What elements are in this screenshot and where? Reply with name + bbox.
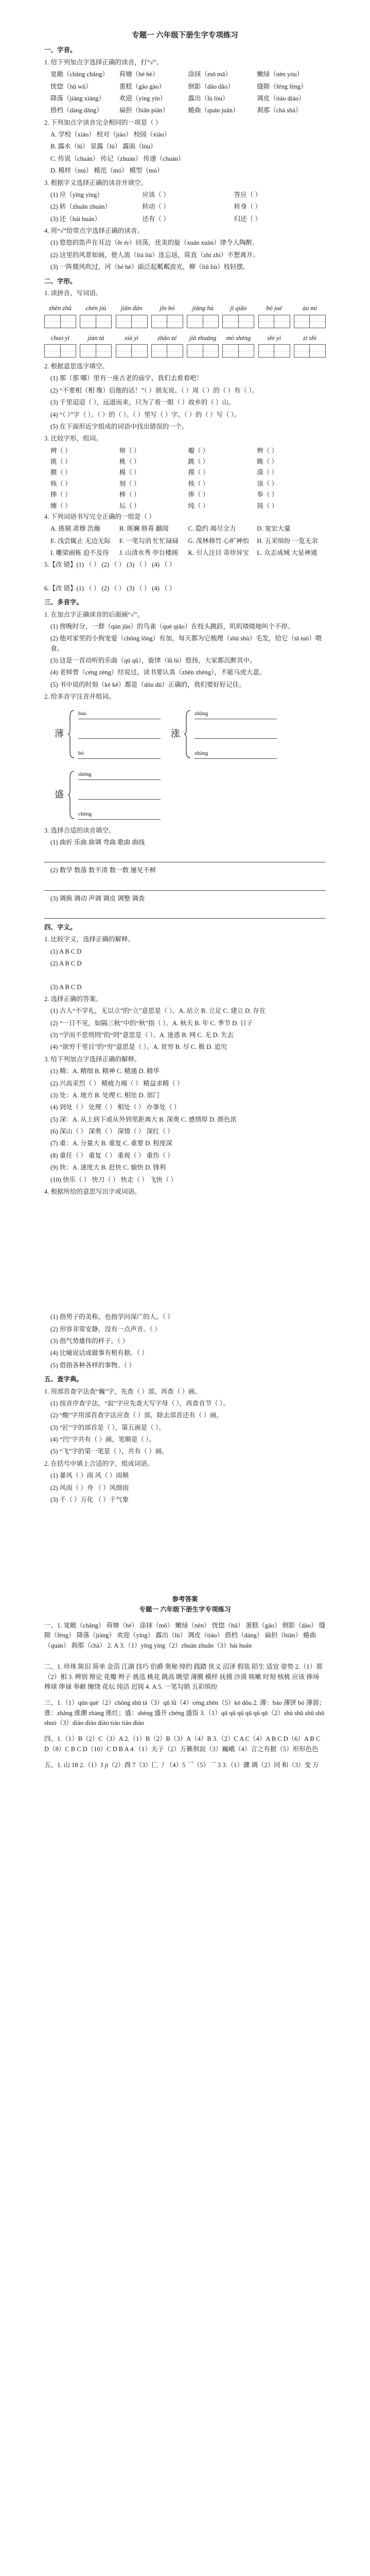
question-line: (2) 风雨（ ）舟 （ ）风细雨 (50, 1484, 129, 1492)
question-line: (2) “不要相（相 像）信他的话！”（ ）朋友说。（ ）周（ ）的（ ）有（ ）。 (50, 386, 258, 394)
question-line: (3) 指气势雄伟的样子。（ ） (50, 1337, 129, 1345)
pinyin-label: zī shì (303, 334, 316, 342)
answer-line[interactable]: bó (78, 749, 161, 759)
choice-row (44, 94, 326, 104)
writing-box-row (44, 315, 326, 328)
pinyin-label: bó jué (266, 304, 283, 312)
choice-item: D. 宽宏大量 (257, 525, 291, 533)
writing-box[interactable] (44, 315, 76, 328)
question-text: 3. 比较字形，组词。 (44, 435, 102, 443)
question-text: 2. 下列加点字读音完全相同的一项是（ ） (44, 118, 162, 126)
question-text: 1. 读拼音，写词语。 (44, 289, 102, 297)
question-line: (1) A B C D (50, 947, 82, 955)
word-form-item: 模（ ） (119, 469, 140, 477)
word-form-item: 俸（ ） (188, 491, 209, 499)
pinyin-label: mò shēng (226, 334, 251, 342)
pinyin-label: zhēn zhū (49, 304, 72, 312)
question-line: (4) 比喻说话或做事有根有据。（ ） (50, 1349, 148, 1357)
word-form-item: 坛（ ） (119, 502, 140, 510)
option-line: D. 模样（mú） 模范（mó） 模型（mó） (50, 167, 164, 175)
question-line: (2) 这里的风景如画，使人流（liú liù）连忘返，简直（zhí zhì）不想离开。 (50, 251, 259, 259)
question-line: (2) 形容非常安静，没有一点声音。（ ） (50, 1325, 161, 1333)
word-form-row (44, 446, 326, 456)
option-line: B. 露水（lù） 显露（lù） 露面（lòu） (50, 143, 157, 150)
question-line: (1) 曲折 乐曲 曲调 弯曲 歌曲 曲线 (50, 838, 145, 846)
question-line: (1) 精：A. 精细 B. 精神 C. 精通 D. 精华 (50, 1067, 160, 1075)
question-line: (8) 重任（ ） 重复（ ） 重视（ ） 重伤（ ） (50, 1151, 174, 1159)
answer-paragraph: 五、1. 山 18 2.（1）J jì（2）酉 7（3）匚 丿（4）5 乛（5）乛 3 3.（1）骤 调（2）同 和（3）变 万 (44, 1761, 319, 1769)
fill-item: 转动（ ） (142, 203, 170, 211)
writing-box[interactable] (258, 315, 290, 328)
question-line: (2) 数学 数落 数不清 数一数 屡见不鲜 (50, 867, 156, 874)
question-line: (5) 深：A. 从上到下或从外到里距离大 B. 深奥 C. 感情厚 D. 颜色浓 (50, 1115, 237, 1123)
choice-item: 搭档（dàng dǎng） (50, 107, 103, 114)
choice-row (44, 70, 326, 79)
fill-item: (1) 应（yīng yìng） (50, 191, 103, 198)
writing-box[interactable] (294, 344, 326, 358)
choice-item: 调皮（tiáo diào） (257, 94, 305, 102)
choice-item: 宽敞（chǎng chǎng） (50, 71, 109, 78)
choice-row (44, 82, 326, 92)
choice-item: K. 引人注目 奇珍异宝 (188, 549, 249, 557)
word-form-item: 捧（ ） (50, 491, 72, 499)
question-line: (5) 书中说的时刻（kè kē）都是（dōu dū）正确的，我们要好好记住。 (50, 681, 245, 688)
choice-item: 荷塘（hé hè） (119, 71, 159, 78)
word-form-item: 眺（ ） (257, 458, 278, 466)
choice-item: 恍惚（hū wǔ） (50, 82, 92, 90)
question-line: (3) 千（ ）万化 （ ）千气象 (50, 1496, 129, 1503)
question-text: 4. 下列词语书写完全正确的一组是（ ） (44, 513, 155, 520)
answer-line[interactable]: chéng (78, 810, 161, 820)
section-heading-5: 五、查字典。 (44, 1376, 83, 1383)
word-form-item: 膜（ ） (50, 469, 72, 477)
pinyin-label: jiàn tà (87, 334, 104, 342)
fill-item: 答应（ ） (234, 191, 261, 198)
choice-item: 降落（jiàng xiáng） (50, 94, 105, 102)
polyphone-char: 涨 (171, 728, 180, 739)
question-text: 1. 比较字义，选择正确的解释。 (44, 936, 135, 943)
question-line: (1) 那（那 哪）里有一座古老的庙宇，我们去看看吧！ (50, 375, 203, 382)
question-line: (3) “学而不思则罔”的“罔”意思是（ ）。A. 迷惑 B. 网 C. 无 D. 失去 (50, 1031, 234, 1039)
question-line: (5) “飞”字的第一笔是（ ），共有（ ）画。 (50, 1448, 168, 1455)
question-line: (5) 借指各种各样的事物。（ ） (50, 1361, 135, 1369)
brace-group (44, 704, 326, 765)
choice-item: 涂抹（mǒ mā） (188, 71, 232, 78)
pinyin-label: jī qiǎo (230, 304, 247, 312)
question-text: 2. 给多音字注音并组词。 (44, 693, 115, 701)
question-line: (4) 到处（ ） 处理（ ） 相处（ ） 办事处（ ） (50, 1104, 181, 1111)
pinyin-label: jiǎ zhuāng (189, 334, 217, 342)
question-line: (1) 悠悠的笛声在耳边（ěr ér）回荡，优美的旋（xuán xuàn）律令人陶醉。 (50, 239, 259, 247)
question-line: (3) 调换 调动 声调 调皮 调整 调查 (50, 894, 145, 902)
choice-row (44, 106, 326, 115)
choice-item: H. 五采缤纷 一览无余 (257, 537, 318, 545)
answer-line[interactable] (44, 879, 326, 891)
question-line: (1) 指男子的美称，也指学问深广的人。（ ） (50, 1313, 174, 1321)
answer-line[interactable] (44, 851, 326, 862)
word-form-item: 摸（ ） (188, 469, 209, 477)
pinyin-row (44, 303, 326, 313)
word-form-item: 漠（ ） (257, 469, 278, 477)
pinyin-label: chén jiù (85, 304, 107, 312)
question-text: 2. 在括号中填上合适的字，组成词语。 (44, 1460, 154, 1467)
answer-line[interactable]: zhǎng (195, 709, 277, 719)
question-text: 4. 根据所给的意思写出字或词语。 (44, 1188, 141, 1195)
writing-box[interactable] (151, 315, 183, 328)
answer-line[interactable] (78, 790, 161, 800)
question-line: (10) 快乐（ ） 快刀（ ） 快走（ ） 飞快（ ） (50, 1176, 177, 1183)
word-form-item: 辫（ ） (257, 447, 278, 454)
word-form-item: 辨（ ） (50, 447, 72, 454)
question-line: (1) 古人“不学礼，无以立”的“立”意思是（ ）。A. 站立 B. 立足 C. 建立 D. 存在 (50, 1007, 266, 1015)
word-form-item: 跳（ ） (188, 458, 209, 466)
question-text: 1. 给下列加点字选择正确的读音，打“√”。 (44, 58, 163, 66)
answer-paragraph: 二、1. 珍珠 陈旧 简单 金箔 江湖 技巧 伯爵 奥秘 绰约 践踏 侠义 沼泽 假装 陌生 适宜 姿势 2.（1）那（2）相 3. 辨别 辩论 花瓣 辫子 挑选 桃花 跳高 眺望 薄膜 模样 抚摸 沙漠 咳嗽 时刻 核桃 应该 捧场 棒球 俸禄 奉献 缠绕 花坛 纯洁 迟钝 4. A 5. 一笔勾销 五彩缤纷 (44, 1663, 323, 1690)
choice-item: 欢迎（yíng yín） (119, 94, 167, 102)
question-text: 3. 选择合适的读音填空。 (44, 826, 115, 834)
question-text: 6.【改 错】(1) （ ） (2) （ ） (3) （ ） (4) （ ） (44, 584, 176, 592)
question-line: (3) 千里迢迢（ ），远道而来，只为了看一眼（ ）故乡的（ ）山。 (50, 399, 235, 406)
writing-box[interactable] (116, 315, 148, 328)
pinyin-row (44, 333, 326, 343)
question-line: (2) 他对家里的小狗宠爱（chǒng lǒng）有加，每天都为它梳理（shū shù）毛发，给它（tā tuō）喂食。 (50, 635, 322, 652)
section-heading-2: 二、字形。 (44, 277, 77, 285)
question-line: (3) 这是一首动听的乐曲（qū qǔ），旋律（lǜ lù）悠扬，大家都沉醉其中。 (50, 657, 256, 665)
answer-line[interactable] (78, 729, 161, 739)
choice-row (44, 548, 326, 558)
answer-line[interactable] (195, 729, 277, 739)
option-line: C. 传说（chuán） 传记（zhuàn） 传递（chuán） (50, 155, 185, 162)
section-heading-1: 一、字音。 (44, 46, 77, 54)
choice-row (44, 536, 326, 546)
word-form-item: 棒（ ） (119, 491, 140, 499)
choice-item: 嫩绿（nèn yòu） (257, 71, 304, 78)
pinyin-label: jīn bó (160, 304, 175, 312)
question-line: (6) 深山（ ） 深奥（ ） 深情（ ） 深红（ ） (50, 1128, 174, 1136)
fill-item: 归还（ ） (234, 215, 261, 223)
polyphone-brace (55, 770, 326, 820)
choice-item: 露出（lù lòu） (188, 94, 229, 102)
word-form-item: 核（ ） (188, 480, 209, 487)
question-line: (2) A B C D (50, 960, 82, 968)
choice-item: 倒影（dào dǎo） (188, 82, 234, 90)
question-line: (4) “凹”字共有（ ）画，笔顺是（ ）。 (50, 1436, 155, 1444)
question-line: (4) “欲穷千里目”的“穷”意思是（ ）。A. 贫穷 B. 尽 C. 极 D. 追究 (50, 1043, 227, 1051)
question-text: 4. 用“√”给带点字选择正确的读音。 (44, 227, 144, 235)
brace-icon (184, 709, 191, 759)
question-line: (4) 老师曾（céng zēng）经说过，读书要认真（zhēn zhēng），不能马虎大意。 (50, 669, 266, 676)
word-form-item: 纯（ ） (188, 502, 209, 510)
writing-box[interactable] (222, 344, 254, 358)
section-heading-3: 三、多音字。 (44, 599, 83, 606)
choice-item: L. 众志成城 大显神通 (257, 549, 318, 557)
writing-box[interactable] (294, 315, 326, 328)
page-title: 专题一 六年级下册生字专项练习 (132, 31, 238, 40)
pinyin-label: jiǎn dān (120, 304, 143, 312)
writing-box[interactable] (151, 344, 183, 358)
question-line: (2) 兴高采烈（ ） 精疲力竭（ ） 精益求精（ ） (50, 1079, 184, 1087)
word-form-item: 奉（ ） (257, 491, 278, 499)
answer-lines (78, 709, 161, 759)
document-body (0, 45, 370, 1770)
question-line: (1) 暴风（ ）雨 风（ ）雨顺 (50, 1472, 129, 1480)
choice-item: A. 挑剔 肃穆 浩瀚 (50, 525, 100, 533)
choice-item: 缝隙（féng fèng） (257, 82, 307, 90)
polyphone-brace (55, 709, 161, 759)
question-line: (1) 按音序查字法，“寂”字应先查大写字母（ ），再查音节（ ）。 (50, 1399, 230, 1407)
word-form-row (44, 479, 326, 489)
answer-line[interactable] (44, 907, 326, 919)
writing-box[interactable] (258, 344, 290, 358)
question-text: 2. 根据意思选字填空。 (44, 363, 109, 370)
answer-key-subtitle: 专题一 六年级下册生字专项练习 (139, 1605, 231, 1613)
writing-box[interactable] (80, 344, 112, 358)
question-line: (3) “匠”字的部首是（ ），第五画是（ ）。 (50, 1423, 165, 1431)
word-form-item: 咳（ ） (50, 480, 72, 487)
brace-icon (68, 770, 75, 820)
writing-box-row (44, 344, 326, 358)
word-form-item: 辩（ ） (119, 447, 140, 454)
answer-line[interactable]: zhàng (195, 749, 277, 759)
choice-item: G. 茂林修竹 心旷神怡 (188, 537, 249, 545)
choice-row (44, 524, 326, 534)
option-line: A. 学校（xiào） 校对（jiào） 校园（xiào） (50, 131, 171, 139)
writing-box[interactable] (222, 315, 254, 328)
word-form-item: 钝（ ） (257, 502, 278, 510)
word-form-item: 刻（ ） (119, 480, 140, 487)
choice-item: J. 山清水秀 亭台楼阁 (119, 549, 178, 557)
question-line: (7) 重：A. 分量大 B. 重复 C. 重要 D. 程度深 (50, 1140, 172, 1147)
word-form-item: 缠（ ） (50, 502, 72, 510)
answer-key-title: 参考答案 (172, 1596, 198, 1603)
question-line: (2) “酸”字用部首查字法应查（ ）部，除去部首还有（ ）画。 (50, 1412, 223, 1419)
polyphone-char: 盛 (55, 789, 64, 800)
polyphone-char: 薄 (55, 728, 64, 739)
answer-lines (195, 709, 277, 759)
answer-lines (78, 770, 161, 820)
choice-item: F. 一笔勾消 忙忙碌碌 (119, 537, 179, 545)
question-text: 1. 在加点字正确读音的后面画“√”。 (44, 611, 144, 618)
question-line: (4) “（ ）”字（ ）。（ ）的（ ）。（ ）里写（ ）字。（ ）的（ ）写（ ）。 (50, 411, 241, 418)
fill-item: (2) 转（zhuǎn zhuàn） (50, 203, 112, 211)
question-line: (9) 快：A. 速度大 B. 赶快 C. 愉快 D. 锋利 (50, 1164, 166, 1172)
question-text: 3. 给下列加点字选择正确的解释。 (44, 1055, 141, 1063)
pinyin-label: jiāng hú (192, 304, 214, 312)
question-line: (5) 在下面形近字组成的词语中找出错误的一个。 (50, 422, 188, 430)
writing-box[interactable] (187, 344, 219, 358)
answer-paragraph: 一、1. 宽敞（chǎng） 荷塘（hé） 涂抹（mǒ） 嫩绿（nèn） 恍惚（hū） 蛋糕（gāo） 倒影（dào） 缝隙（fèng） 降落（jiàng） 欢迎（yíng） 露出（lù） 调皮（tiáo） 搭档（dàng） 扁担（biǎn） 蜷曲（quán） 刹那（chà） 2. A 3.（1）yīng yìng（2）zhuàn zhuǎn（3）hái huán (44, 1622, 326, 1649)
question-text: 3. 根据字义选择正确的读音并填空。 (44, 179, 148, 187)
question-text: 2. 选择正确的答案。 (44, 995, 102, 1003)
answer-paragraph: 三、1.（1）qún què（2）chǒng shū tā（3）qǔ lǜ（4）céng zhēn（5）kè dōu 2. 薄：báo 薄饼 bó 薄弱；涨：zhǎng 涨潮 zhàng 涨红；盛：shèng 盛开 chéng 盛饭 3.（1）qū qǔ qǔ qū qǔ qū（2）shù shǔ shǔ shǔ shuò（3）diào diào diào tiáo tiáo diào (44, 1699, 326, 1727)
fill-item: 应该（ ） (142, 191, 170, 198)
pinyin-label: ào mì (302, 304, 318, 312)
section-heading-4: 四、字义。 (44, 924, 77, 931)
fill-row (44, 190, 326, 200)
word-form-item: 瓣（ ） (188, 447, 209, 454)
word-form-row (44, 457, 326, 467)
brace-icon (68, 709, 75, 759)
pinyin-label: shì yì (267, 334, 281, 342)
word-form-item: 挑（ ） (50, 458, 72, 466)
choice-item: E. 浅尝辄止 无边无际 (50, 537, 111, 545)
word-form-item: 桃（ ） (119, 458, 140, 466)
choice-item: 扁担（biǎn piān） (119, 107, 169, 114)
choice-item: 蜷曲（quán juǎn） (188, 107, 239, 114)
answer-paragraph: 四、1.（1）B（2）C（3）A 2.（1）B（2）B（3）A（4）B 3.（2）C A C（4）A B C D（6）A B C D（8）C B C D（10）C D B A 4.（1）夫子（2）万籁俱寂（3）巍峨（4）言之有据（5）形形色色 (44, 1735, 321, 1753)
word-form-row (44, 468, 326, 478)
question-line: (1) 傍晚时分，一群（qún jūn）的鸟雀（què qiǎo）在枝头跳跃，叽叽喳喳地叫个不停。 (50, 622, 294, 630)
fill-item: (3) 还（hái huán） (50, 215, 101, 223)
question-text: 5.【改 错】(1) （ ） (2) （ ） (3) （ ） (4) （ ） (44, 561, 176, 569)
fill-item: 还有（ ） (142, 215, 170, 223)
choice-item: 蛋糕（gāo gào） (119, 82, 165, 90)
pinyin-label: chuò yì (50, 334, 70, 342)
word-form-item: 该（ ） (257, 480, 278, 487)
question-line: (2) “一日不见，如隔三秋”中的“秋”指（ ）。A. 秋天 B. 年 C. 季节 D. 日子 (50, 1019, 253, 1027)
writing-box[interactable] (44, 344, 76, 358)
question-text: 1. 用部首查字法查“巍”字，先查（ ）部，再查（ ）画。 (44, 1387, 201, 1395)
word-form-row (44, 501, 326, 511)
answer-line[interactable]: shèng (78, 770, 161, 780)
pinyin-label: zhǎo zé (157, 334, 177, 342)
choice-item: C. 隐约 竭尽全力 (188, 525, 236, 533)
choice-item: 刹那（chà shà） (257, 107, 302, 114)
question-line: (3) 处：A. 地方 B. 处理 C. 相处 D. 部门 (50, 1091, 160, 1099)
writing-box[interactable] (116, 344, 148, 358)
fill-row (44, 214, 326, 224)
writing-box[interactable] (187, 315, 219, 328)
choice-item: B. 斑斓 修葺 翻阅 (119, 525, 169, 533)
writing-box[interactable] (80, 315, 112, 328)
answer-line[interactable]: báo (78, 709, 161, 719)
fill-item: 转身（ ） (234, 203, 261, 211)
pinyin-label: xiá yì (124, 334, 139, 342)
question-line: (3) 一阵微风吹过，河（hé hè）面泛起粼粼波光，柳（liǔ liù）枝轻摆。 (50, 263, 250, 271)
word-form-row (44, 490, 326, 500)
fill-row (44, 202, 326, 212)
choice-item: I. 雕梁画栋 迫不及待 (50, 549, 109, 557)
question-line: (3) A B C D (50, 983, 82, 991)
polyphone-brace (171, 709, 277, 759)
